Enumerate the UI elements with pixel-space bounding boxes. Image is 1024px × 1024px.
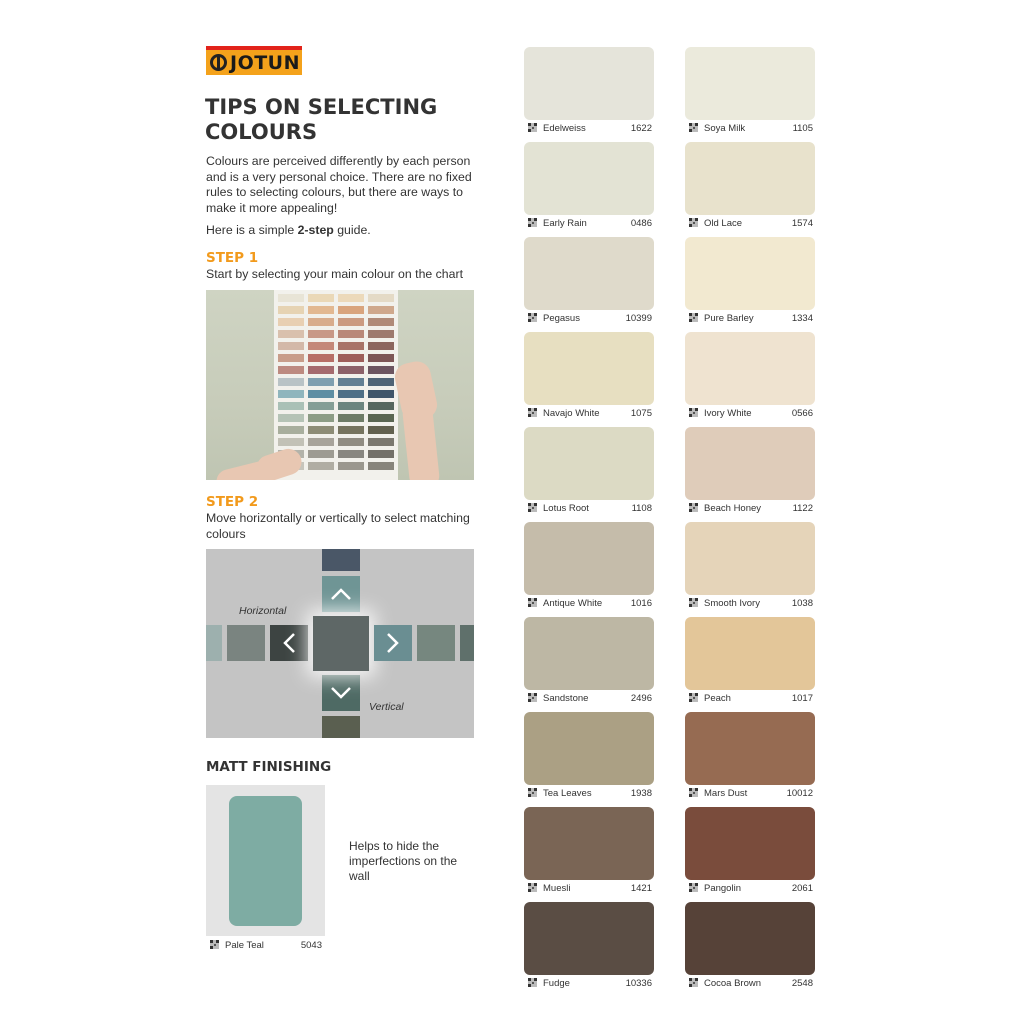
intro-text: Colours are perceived differently by each person and is a very personal choice. There are no fixed rules to selecting colours, but there are ways to make it more appealing! [206, 154, 472, 215]
colour-label [689, 883, 813, 894]
colour-label [528, 978, 652, 989]
step1-photo [206, 290, 474, 480]
matt-caption: Helps to hide the imperfections on the wall [349, 839, 458, 883]
qr-code-icon [689, 218, 698, 227]
selected-swatch [313, 616, 369, 671]
colour-code: 2496 [630, 693, 652, 704]
colour-label [689, 218, 813, 229]
step1-text: Start by selecting your main colour on the chart [206, 267, 463, 281]
qr-code-icon [528, 788, 537, 797]
colour-swatch-card [685, 522, 815, 595]
colour-swatch-card [685, 902, 815, 975]
colour-swatch-card [524, 332, 654, 405]
colour-swatch-card [685, 142, 815, 215]
swatch-left [227, 625, 265, 661]
matt-sample-box [206, 785, 325, 936]
colour-code: 1075 [630, 408, 652, 419]
colour-label [528, 123, 652, 134]
swatch-top [322, 549, 360, 571]
matt-swatch-label: Pale Teal 5043 [210, 940, 322, 951]
colour-name: Navajo White [543, 408, 600, 419]
colour-label [528, 883, 652, 894]
swatch-right [417, 625, 455, 661]
guide-text: Here is a simple 2-step guide. [206, 223, 371, 237]
colour-name: Ivory White [704, 408, 752, 419]
colour-swatch-card [685, 712, 815, 785]
colour-name: Mars Dust [704, 788, 748, 799]
qr-code-icon [689, 408, 698, 417]
step2-text: Move horizontally or vertically to select matching colours [206, 511, 470, 541]
colour-code: 0486 [630, 218, 652, 229]
matt-title: MATT FINISHING [206, 759, 332, 775]
colour-swatch-card [685, 807, 815, 880]
colour-label [689, 408, 813, 419]
colour-code: 1622 [630, 123, 652, 134]
qr-code-icon [689, 313, 698, 322]
left-arm [214, 458, 278, 480]
qr-code-icon [528, 598, 537, 607]
colour-code: 1108 [631, 503, 652, 514]
colour-code: 0566 [791, 408, 813, 419]
colour-swatch-card [685, 47, 815, 120]
qr-code-icon [528, 313, 537, 322]
qr-code-icon [528, 503, 537, 512]
colour-code: 1574 [791, 218, 813, 229]
qr-code-icon [689, 503, 698, 512]
colour-label [528, 503, 652, 514]
qr-code-icon [528, 883, 537, 892]
colour-name: Lotus Root [543, 503, 589, 514]
colour-swatch-card [524, 617, 654, 690]
colour-label [689, 788, 813, 799]
colour-name: Edelweiss [543, 123, 586, 134]
qr-code-icon [689, 598, 698, 607]
colour-code: 10399 [625, 313, 652, 324]
colour-name: Tea Leaves [543, 788, 592, 799]
colour-swatch-card [524, 902, 654, 975]
colour-code: 2548 [791, 978, 813, 989]
qr-code-icon [528, 123, 537, 132]
qr-code-icon [528, 408, 537, 417]
colour-label [689, 313, 813, 324]
swatch-bottom [322, 716, 360, 738]
colour-swatch-card [524, 522, 654, 595]
page-title: TIPS ON SELECTING COLOURS [205, 95, 438, 144]
step2-diagram [206, 549, 474, 738]
colour-name: Pure Barley [704, 313, 754, 324]
qr-code-icon [528, 693, 537, 702]
qr-code-icon [689, 788, 698, 797]
colour-code: 1938 [630, 788, 652, 799]
colour-name: Soya Milk [704, 123, 746, 134]
colour-label [528, 408, 652, 419]
colour-code: 1017 [791, 693, 813, 704]
colour-label [689, 978, 813, 989]
colour-code: 10012 [786, 788, 813, 799]
brand-name: JOTUN [230, 51, 301, 74]
qr-code-icon [689, 883, 698, 892]
chevron-right-icon [374, 625, 412, 661]
qr-code-icon [528, 218, 537, 227]
qr-code-icon [528, 978, 537, 987]
colour-label [689, 123, 813, 134]
colour-name: Beach Honey [704, 503, 762, 514]
colour-name: Sandstone [543, 693, 589, 704]
colour-code: 1334 [791, 313, 813, 324]
matt-swatch [229, 796, 302, 926]
colour-swatch-card [685, 237, 815, 310]
colour-code: 1122 [792, 503, 813, 514]
colour-label [528, 598, 652, 609]
colour-swatch-card [685, 617, 815, 690]
colour-name: Pangolin [704, 883, 741, 894]
swatch-far-right [460, 625, 474, 661]
colour-name: Smooth Ivory [704, 598, 760, 609]
colour-code: 10336 [625, 978, 652, 989]
colour-name: Pegasus [543, 313, 580, 324]
qr-code-icon [689, 693, 698, 702]
colour-name: Antique White [543, 598, 603, 609]
chevron-up-icon [322, 576, 360, 612]
colour-label [528, 693, 652, 704]
colour-swatch-card [524, 237, 654, 310]
jotun-logo [206, 46, 302, 75]
colour-swatch-card [524, 427, 654, 500]
vertical-label: Vertical [369, 701, 404, 713]
colour-swatch-card [524, 142, 654, 215]
colour-swatch-card [524, 807, 654, 880]
colour-label [528, 218, 652, 229]
colour-name: Old Lace [704, 218, 743, 229]
colour-code: 1105 [792, 123, 813, 134]
qr-code-icon [210, 940, 219, 949]
colour-label [689, 693, 813, 704]
colour-label [689, 598, 813, 609]
colour-code: 1016 [630, 598, 652, 609]
colour-swatch-card [524, 47, 654, 120]
colour-swatch-card [685, 427, 815, 500]
colour-swatch-card [524, 712, 654, 785]
chevron-left-icon [270, 625, 308, 661]
colour-name: Fudge [543, 978, 570, 989]
colour-label [528, 788, 652, 799]
jotun-emblem-icon [210, 54, 227, 71]
colour-name: Early Rain [543, 218, 587, 229]
colour-label [689, 503, 813, 514]
colour-code: 1038 [791, 598, 813, 609]
horizontal-label: Horizontal [239, 605, 287, 617]
colour-label [528, 313, 652, 324]
colour-name: Muesli [543, 883, 571, 894]
colour-name: Peach [704, 693, 731, 704]
step2-title: STEP 2 [206, 494, 259, 510]
colour-code: 2061 [791, 883, 813, 894]
qr-code-icon [689, 978, 698, 987]
chevron-down-icon [322, 675, 360, 711]
colour-swatch-card [685, 332, 815, 405]
qr-code-icon [689, 123, 698, 132]
colour-code: 1421 [630, 883, 652, 894]
step1-title: STEP 1 [206, 250, 259, 266]
colour-name: Cocoa Brown [704, 978, 762, 989]
swatch-far-left [206, 625, 222, 661]
